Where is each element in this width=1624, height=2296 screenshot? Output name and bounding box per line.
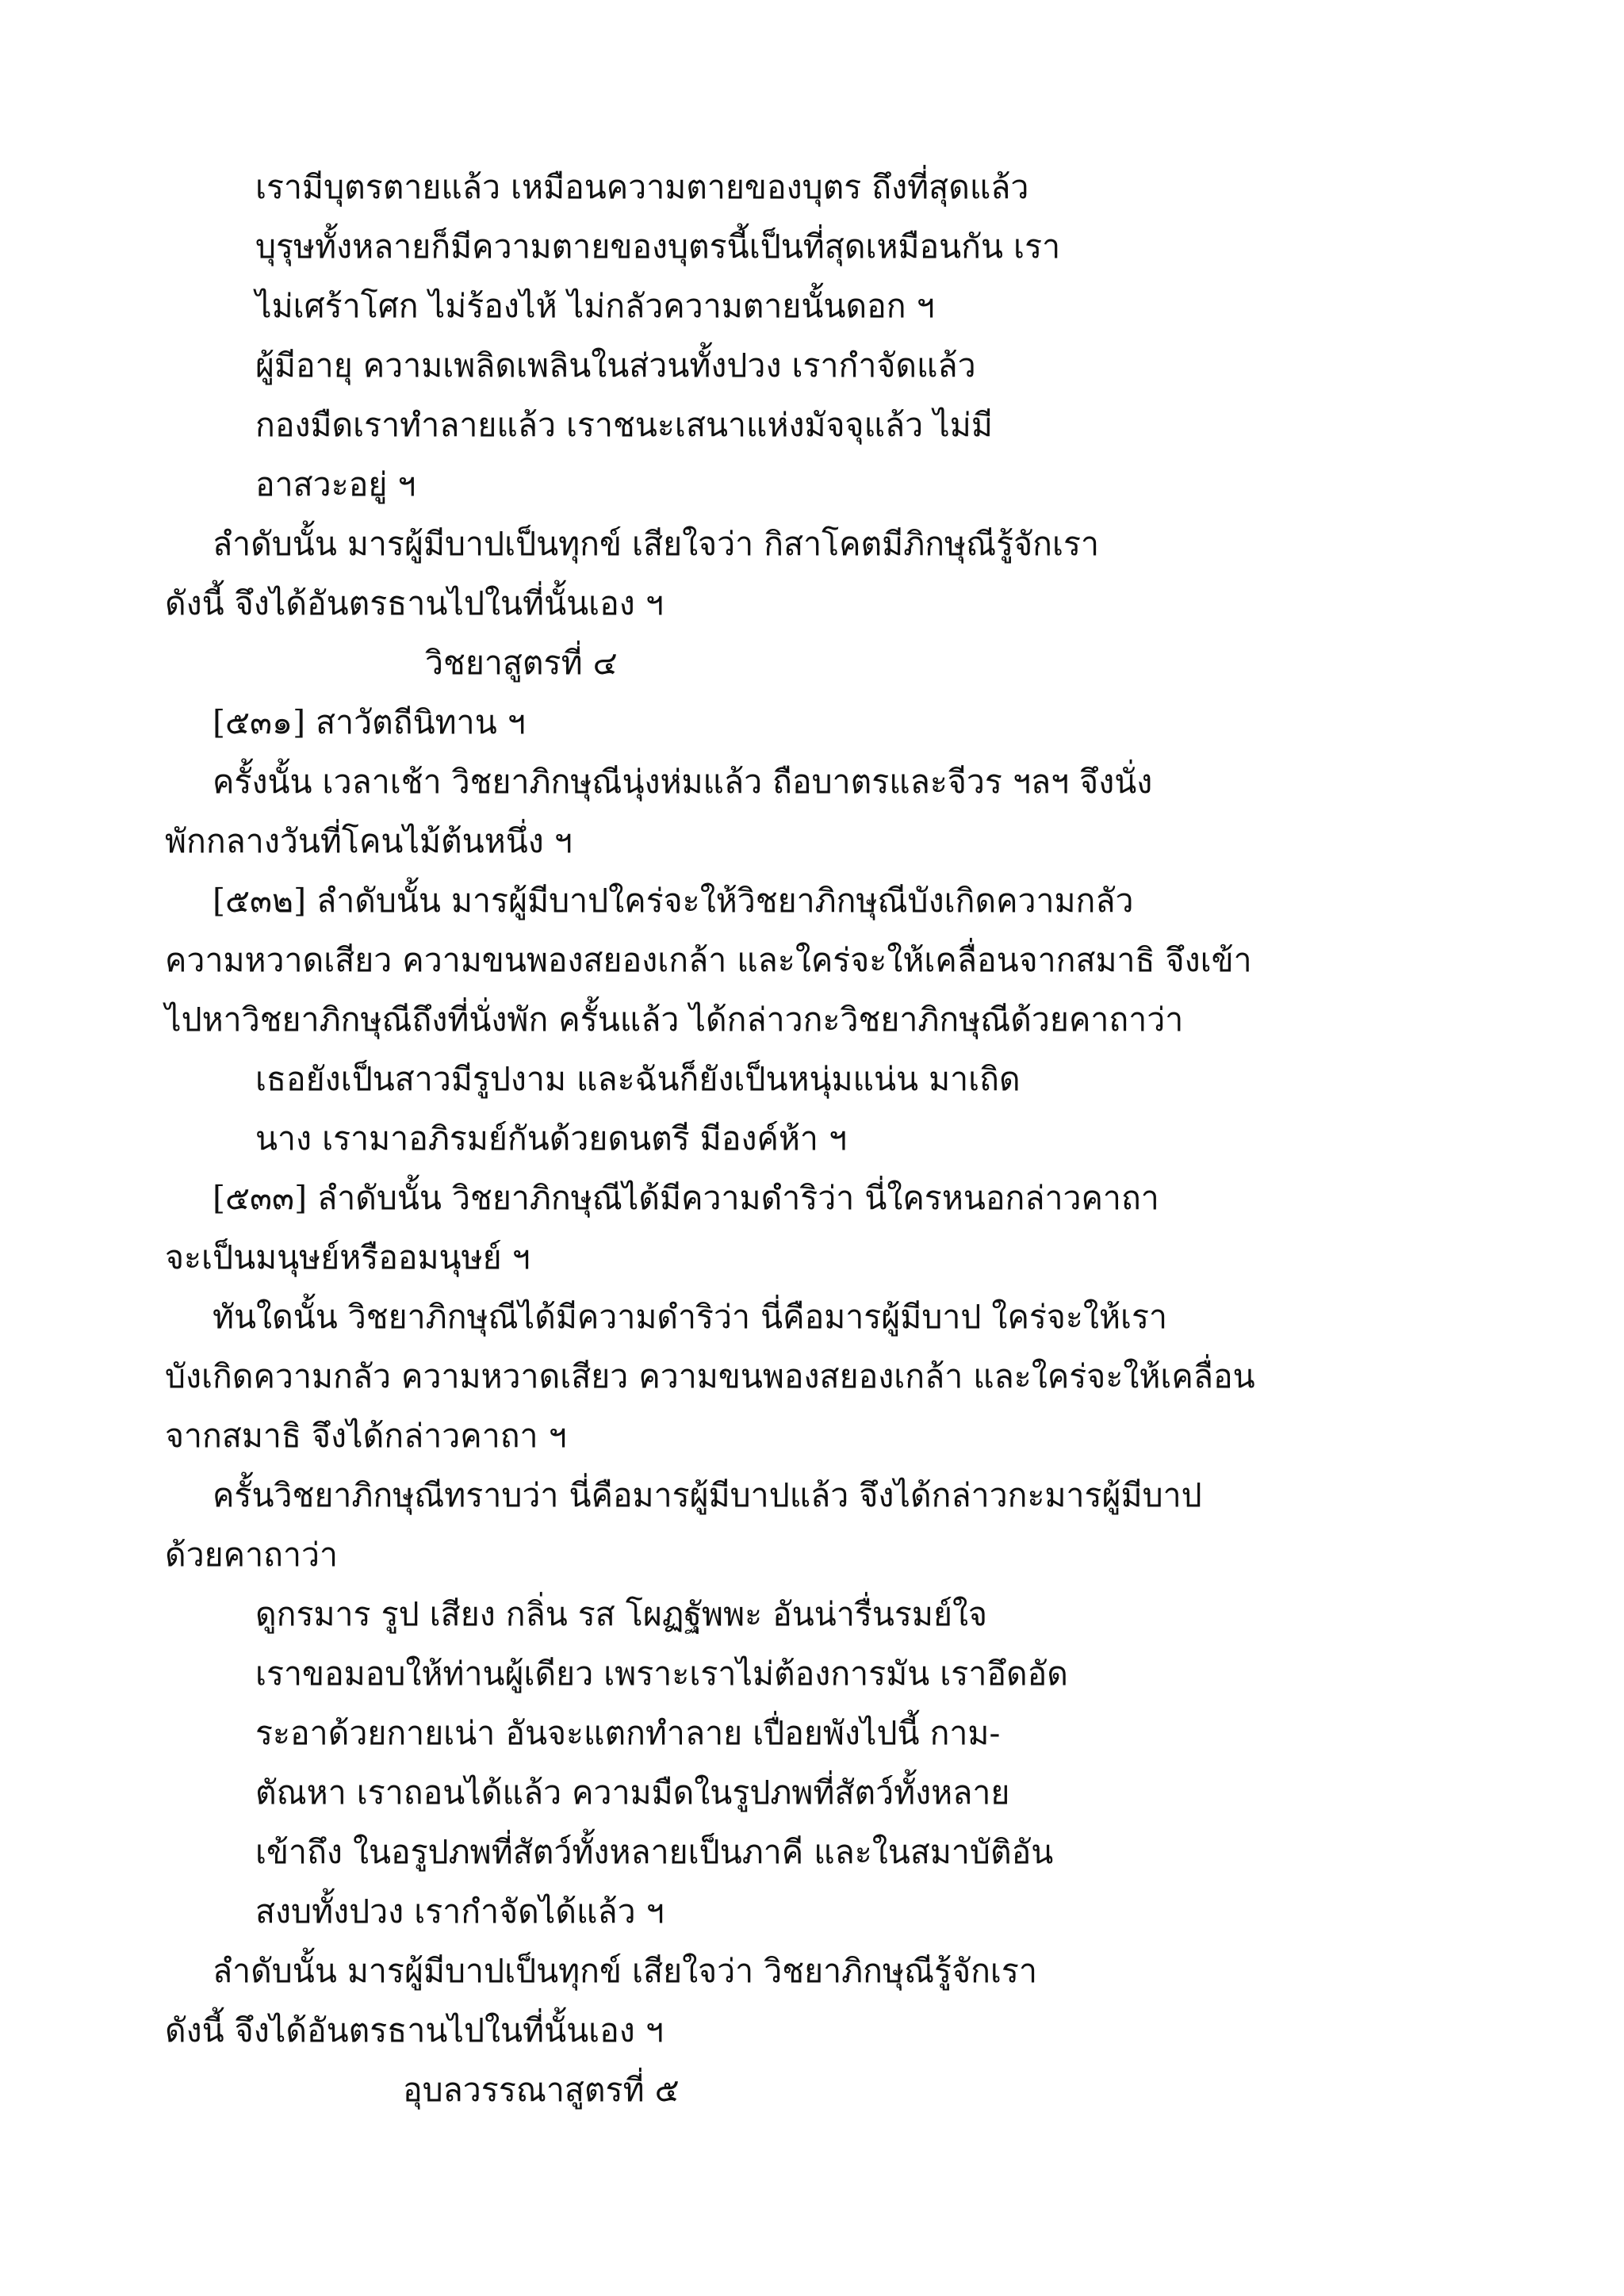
paragraph-line: ลำดับนั้น มารผู้มีบาปเป็นทุกข์ เสียใจว่า กิสาโคตมีภิกษุณีรู้จักเรา (213, 525, 1100, 563)
paragraph-line: ดังนี้ จึงได้อันตรธานไปในที่นั้นเอง ฯ (165, 584, 664, 622)
verse-line: เธอยังเป็นสาวมีรูปงาม และฉันก็ยังเป็นหนุ่มแน่น มาเถิด (255, 1060, 1021, 1098)
section-title: อุบลวรรณาสูตรที่ ๕ (403, 2071, 680, 2109)
paragraph-line: [๕๓๑] สาวัตถีนิทาน ฯ (213, 703, 526, 741)
verse-line: เราขอมอบให้ท่านผู้เดียว เพราะเราไม่ต้องการมัน เราอึดอัด (255, 1655, 1068, 1693)
paragraph-line: ทันใดนั้น วิชยาภิกษุณีได้มีความดำริว่า นี่คือมารผู้มีบาป ใคร่จะให้เรา (213, 1298, 1168, 1336)
section-title: วิชยาสูตรที่ ๔ (425, 644, 618, 682)
paragraph-line: ด้วยคาถาว่า (165, 1536, 339, 1574)
paragraph-line: ความหวาดเสียว ความขนพองสยองเกล้า และใคร่จะให้เคลื่อนจากสมาธิ จึงเข้า (165, 941, 1252, 979)
paragraph-line: ครั้นวิชยาภิกษุณีทราบว่า นี่คือมารผู้มีบาปแล้ว จึงได้กล่าวกะมารผู้มีบาป (213, 1476, 1202, 1514)
verse-line: บุรุษทั้งหลายก็มีความตายของบุตรนี้เป็นที่สุดเหมือนกัน เรา (255, 228, 1061, 266)
paragraph-line: บังเกิดความกลัว ความหวาดเสียว ความขนพองสยองเกล้า และใคร่จะให้เคลื่อน (165, 1357, 1255, 1395)
verse-line: ไม่เศร้าโศก ไม่ร้องไห้ ไม่กลัวความตายนั้นดอก ฯ (255, 287, 935, 325)
verse-line: กองมืดเราทำลายแล้ว เราชนะเสนาแห่งมัจจุแล้ว ไม่มี (255, 406, 993, 444)
verse-line: เรามีบุตรตายแล้ว เหมือนความตายของบุตร ถึงที่สุดแล้ว (255, 168, 1029, 206)
paragraph-line: พักกลางวันที่โคนไม้ต้นหนึ่ง ฯ (165, 822, 573, 860)
paragraph-line: [๕๓๒] ลำดับนั้น มารผู้มีบาปใคร่จะให้วิชยาภิกษุณีบังเกิดความกลัว (213, 882, 1134, 920)
verse-line: อาสวะอยู่ ฯ (255, 465, 416, 503)
verse-line: เข้าถึง ในอรูปภพที่สัตว์ทั้งหลายเป็นภาคี และในสมาบัติอัน (255, 1833, 1054, 1871)
paragraph-line: จะเป็นมนุษย์หรืออมนุษย์ ฯ (165, 1238, 530, 1276)
paragraph-line: ไปหาวิชยาภิกษุณีถึงที่นั่งพัก ครั้นแล้ว ได้กล่าวกะวิชยาภิกษุณีด้วยคาถาว่า (165, 1001, 1184, 1039)
paragraph-line: [๕๓๓] ลำดับนั้น วิชยาภิกษุณีได้มีความดำริว่า นี่ใครหนอกล่าวคาถา (213, 1179, 1159, 1217)
verse-line: ดูกรมาร รูป เสียง กลิ่น รส โผฏฐัพพะ อันน่ารื่นรมย์ใจ (255, 1595, 988, 1633)
verse-line: ระอาด้วยกายเน่า อันจะแตกทำลาย เปื่อยพังไปนี้ กาม- (255, 1714, 1001, 1752)
paragraph-line: ดังนี้ จึงได้อันตรธานไปในที่นั้นเอง ฯ (165, 2011, 664, 2049)
paragraph-line: ครั้งนั้น เวลาเช้า วิชยาภิกษุณีนุ่งห่มแล้ว ถือบาตรและจีวร ฯลฯ จึงนั่ง (213, 763, 1153, 801)
verse-line: ตัณหา เราถอนได้แล้ว ความมืดในรูปภพที่สัตว์ทั้งหลาย (255, 1774, 1010, 1812)
verse-line: นาง เรามาอภิรมย์กันด้วยดนตรี มีองค์ห้า ฯ (255, 1119, 847, 1158)
paragraph-line: ลำดับนั้น มารผู้มีบาปเป็นทุกข์ เสียใจว่า วิชยาภิกษุณีรู้จักเรา (213, 1952, 1037, 1990)
verse-line: ผู้มีอายุ ความเพลิดเพลินในส่วนทั้งปวง เรากำจัดแล้ว (255, 346, 976, 385)
verse-line: สงบทั้งปวง เรากำจัดได้แล้ว ฯ (255, 1892, 665, 1931)
paragraph-line: จากสมาธิ จึงได้กล่าวคาถา ฯ (165, 1417, 567, 1455)
